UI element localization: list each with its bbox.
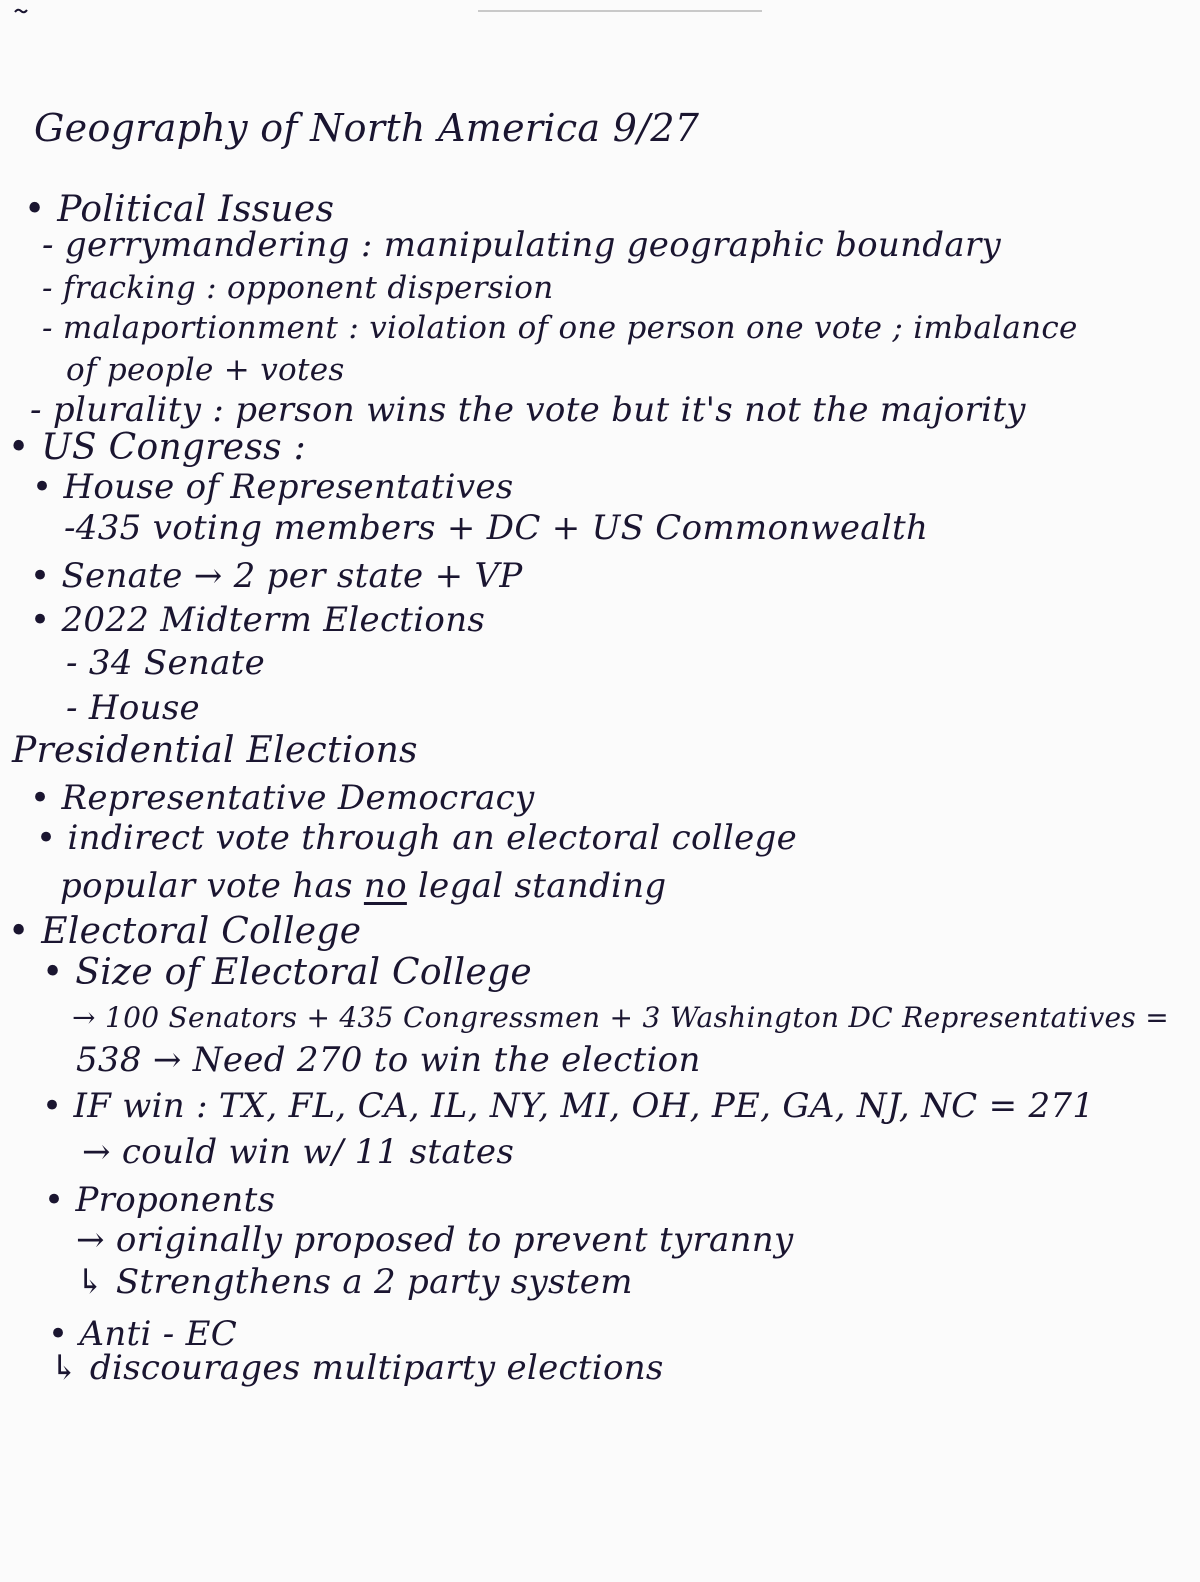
note-indirect-vote: • indirect vote through an electoral college bbox=[36, 818, 798, 858]
note-two-party: ↳ Strengthens a 2 party system bbox=[76, 1262, 633, 1302]
note-midterms-senate: - 34 Senate bbox=[66, 643, 266, 683]
note-proponents: • Proponents bbox=[44, 1180, 276, 1220]
us-congress-heading: • US Congress : bbox=[8, 427, 307, 468]
political-issues-heading: • Political Issues bbox=[24, 189, 335, 230]
note-anti-ec: • Anti - EC bbox=[48, 1314, 238, 1354]
popular-vote-text-end: legal standing bbox=[406, 866, 667, 906]
popular-vote-no-underlined: no bbox=[363, 866, 407, 906]
note-size-of-ec: • Size of Electoral College bbox=[42, 952, 533, 993]
note-senate: • Senate → 2 per state + VP bbox=[30, 556, 523, 596]
note-house-detail: -435 voting members + DC + US Commonwealth bbox=[64, 508, 929, 548]
note-prevent-tyranny: → originally proposed to prevent tyranny bbox=[76, 1220, 794, 1260]
note-multiparty: ↳ discourages multiparty elections bbox=[50, 1348, 664, 1388]
note-house: • House of Representatives bbox=[32, 467, 514, 507]
electoral-college-heading: • Electoral College bbox=[8, 911, 362, 952]
note-representative-democracy: • Representative Democracy bbox=[30, 778, 535, 818]
note-fracking: - fracking : opponent dispersion bbox=[42, 270, 554, 306]
note-if-win: • IF win : TX, FL, CA, IL, NY, MI, OH, PE, GA, NJ, NC = 271 bbox=[42, 1086, 1095, 1126]
note-size-calc: → 100 Senators + 435 Congressmen + 3 Washington DC Representatives = bbox=[72, 1001, 1170, 1034]
ink-mark bbox=[14, 8, 28, 14]
note-malapportionment: - malaportionment : violation of one person one vote ; imbalance bbox=[42, 310, 1078, 346]
note-size-total: 538 → Need 270 to win the election bbox=[76, 1040, 701, 1080]
popular-vote-text: popular vote has bbox=[60, 866, 364, 906]
note-eleven-states: → could win w/ 11 states bbox=[82, 1132, 515, 1172]
note-popular-vote bbox=[60, 866, 666, 906]
note-midterms: • 2022 Midterm Elections bbox=[30, 600, 486, 640]
note-malapportionment-cont: of people + votes bbox=[66, 352, 345, 388]
note-plurality: - plurality : person wins the vote but it's not the majority bbox=[30, 390, 1026, 430]
page-edge-line bbox=[478, 10, 762, 12]
page-title: Geography of North America 9/27 bbox=[34, 106, 700, 150]
presidential-elections-heading: Presidential Elections bbox=[12, 730, 418, 771]
note-midterms-house: - House bbox=[66, 688, 200, 728]
note-gerrymandering: - gerrymandering : manipulating geographic boundary bbox=[42, 225, 1001, 265]
